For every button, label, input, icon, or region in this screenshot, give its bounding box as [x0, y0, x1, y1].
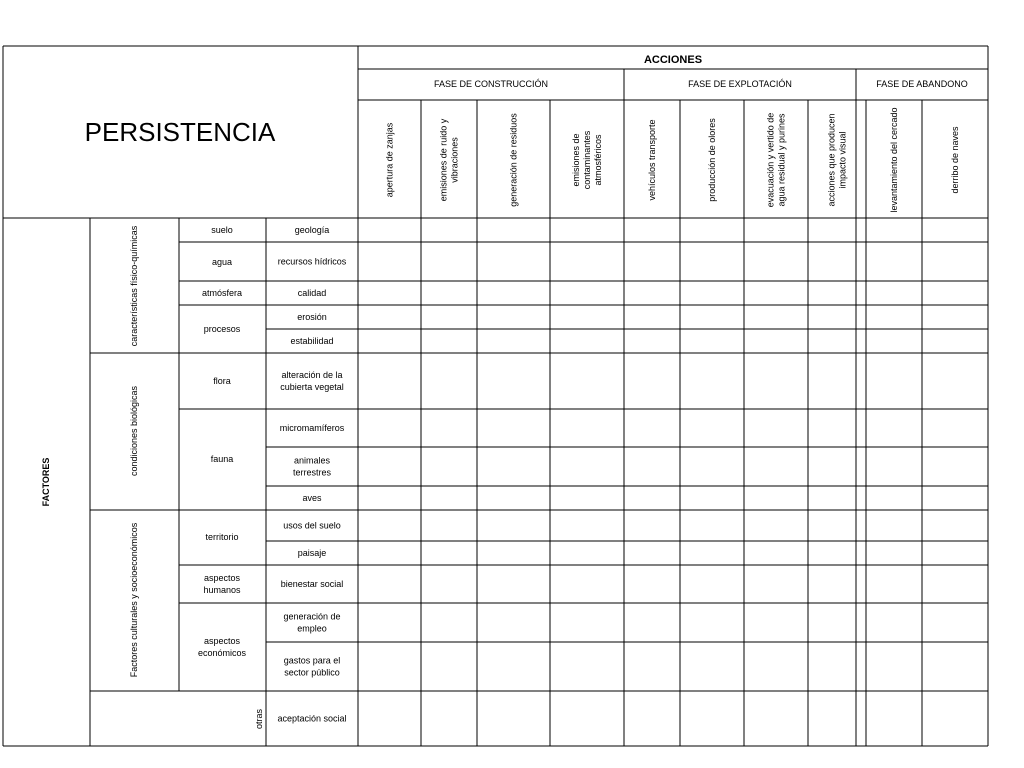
matrix-cell: [422, 243, 476, 280]
matrix-cell: [625, 566, 679, 602]
matrix-cell: [923, 243, 987, 280]
row-label-line: sector público: [284, 667, 340, 678]
matrix-cell: [422, 487, 476, 509]
matrix-cell: [551, 282, 623, 304]
subfactor-label-line: fauna: [210, 454, 234, 464]
matrix-cell: [359, 410, 420, 446]
phase-header: [876, 79, 968, 89]
row-label: [295, 225, 330, 235]
matrix-cell: [551, 330, 623, 352]
row-label-line: animales: [293, 455, 331, 466]
matrix-cell: [422, 542, 476, 564]
matrix-cell: [867, 487, 921, 509]
action-header: [707, 118, 717, 202]
matrix-cell: [867, 542, 921, 564]
subfactor-label: [213, 376, 231, 386]
matrix-cell: [745, 282, 807, 304]
action-header-line: derribo de naves: [950, 126, 960, 194]
phase-header-line: FASE DE ABANDONO: [876, 79, 968, 89]
row-label: [298, 548, 327, 558]
matrix-cell: [809, 330, 865, 352]
matrix-cell: [551, 306, 623, 328]
subfactor-label-line: suelo: [211, 225, 233, 235]
subfactor-label-line: procesos: [203, 324, 241, 334]
row-label: [280, 370, 344, 392]
matrix-cell: [681, 448, 743, 485]
matrix-cell: [359, 219, 420, 241]
subfactor-label-line: flora: [213, 376, 231, 386]
matrix-cell: [681, 410, 743, 446]
action-header-line: agua residual y purines: [776, 113, 787, 207]
matrix-cell: [923, 511, 987, 540]
matrix-cell: [867, 566, 921, 602]
factores-label: [41, 458, 51, 507]
matrix-cell: [923, 219, 987, 241]
subfactor-label: [211, 225, 233, 235]
matrix-cell: [478, 243, 549, 280]
matrix-cell: [745, 511, 807, 540]
matrix-cell: [681, 542, 743, 564]
matrix-cell: [681, 643, 743, 690]
matrix-cell: [625, 448, 679, 485]
matrix-cell: [681, 604, 743, 641]
matrix-cell: [478, 306, 549, 328]
action-header: [439, 118, 460, 201]
row-label-line: empleo: [297, 623, 327, 634]
matrix-cell: [745, 219, 807, 241]
row-label: [298, 288, 327, 298]
matrix-cell: [625, 692, 679, 745]
matrix-cell: [745, 354, 807, 408]
matrix-cell: [551, 410, 623, 446]
matrix-cell: [745, 542, 807, 564]
matrix-cell: [478, 448, 549, 485]
row-label-line: erosión: [297, 312, 327, 322]
row-label: [281, 579, 344, 589]
subfactor-label: [212, 257, 232, 267]
action-header: [647, 119, 657, 200]
matrix-cell: [681, 219, 743, 241]
matrix-cell: [923, 282, 987, 304]
row-label: [283, 521, 341, 531]
action-header: [827, 113, 848, 206]
action-header: [889, 107, 899, 212]
matrix-cell: [923, 354, 987, 408]
matrix-cell: [625, 542, 679, 564]
acciones-header-line: ACCIONES: [643, 54, 703, 66]
subfactor-label-line: humanos: [203, 585, 241, 595]
row-label-line: usos del suelo: [283, 520, 341, 531]
matrix-cell: [422, 306, 476, 328]
matrix-cell: [359, 448, 420, 485]
matrix-cell: [551, 448, 623, 485]
matrix-cell: [681, 330, 743, 352]
row-label: [297, 312, 327, 322]
group-label-line: condiciones biológicas: [129, 385, 139, 477]
row-label: [284, 656, 341, 678]
matrix-cell: [359, 692, 420, 745]
row-label-line: aceptación social: [277, 713, 347, 724]
matrix-cell: [551, 511, 623, 540]
matrix-cell: [359, 243, 420, 280]
subfactor-label: [205, 532, 238, 542]
matrix-cell: [422, 330, 476, 352]
subfactor-label-line: aspectos: [203, 636, 241, 646]
matrix-cell: [745, 692, 807, 745]
group-label: [129, 225, 139, 346]
matrix-cell: [478, 410, 549, 446]
matrix-cell: [478, 330, 549, 352]
matrix-cell: [681, 511, 743, 540]
matrix-cell: [745, 448, 807, 485]
action-header-line: generación de residuos: [508, 113, 519, 207]
matrix-cell: [478, 219, 549, 241]
matrix-cell: [809, 410, 865, 446]
matrix-cell: [625, 643, 679, 690]
matrix-cell: [625, 306, 679, 328]
matrix-cell: [551, 354, 623, 408]
matrix-cell: [681, 243, 743, 280]
action-header: [385, 122, 395, 197]
matrix-cell: [809, 219, 865, 241]
row-label-line: alteración de la: [281, 370, 343, 380]
row-label-line: calidad: [297, 288, 327, 298]
matrix-cell: [809, 511, 865, 540]
row-label-line: generación de: [283, 611, 341, 622]
group-label: [254, 708, 264, 729]
matrix-cell: [478, 487, 549, 509]
row-label-line: gastos para el: [283, 655, 341, 666]
subfactor-label: [204, 324, 241, 334]
phase-header-line: FASE DE CONSTRUCCIÓN: [433, 79, 549, 89]
matrix-cell: [867, 243, 921, 280]
page-title-line: PERSISTENCIA: [84, 117, 276, 147]
matrix-cell: [625, 282, 679, 304]
action-header-line: emisiones de: [571, 133, 581, 187]
matrix-cell: [867, 511, 921, 540]
matrix-cell: [422, 282, 476, 304]
matrix-cell: [359, 643, 420, 690]
matrix-cell: [745, 306, 807, 328]
matrix-cell: [681, 306, 743, 328]
subfactor-label-line: atmósfera: [201, 288, 243, 298]
subfactor-label-line: aspectos: [203, 573, 241, 583]
matrix-cell: [478, 354, 549, 408]
matrix-cell: [867, 306, 921, 328]
row-label: [278, 257, 347, 267]
row-label: [280, 423, 345, 433]
matrix-cell: [478, 604, 549, 641]
matrix-cell: [625, 604, 679, 641]
matrix-cell: [478, 643, 549, 690]
matrix-cell: [625, 330, 679, 352]
matrix-cell: [551, 692, 623, 745]
matrix-cell: [422, 604, 476, 641]
matrix-cell: [923, 410, 987, 446]
matrix-cell: [478, 566, 549, 602]
matrix-cell: [551, 566, 623, 602]
matrix-cell: [551, 604, 623, 641]
subfactor-label-line: agua: [211, 257, 233, 267]
action-header: [950, 126, 960, 194]
matrix-cell: [478, 282, 549, 304]
group-label: [129, 385, 139, 476]
matrix-cell: [359, 604, 420, 641]
matrix-cell: [867, 643, 921, 690]
row-label-line: paisaje: [297, 548, 327, 558]
action-header: [509, 113, 519, 207]
matrix-cell: [809, 542, 865, 564]
action-header-line: producción de olores: [707, 118, 717, 202]
matrix-cell: [625, 410, 679, 446]
matrix-cell: [551, 643, 623, 690]
subfactor-label-line: territorio: [205, 532, 239, 542]
matrix-cell: [625, 354, 679, 408]
row-label: [290, 336, 333, 346]
page-title: [85, 117, 276, 147]
matrix-cell: [809, 604, 865, 641]
matrix-cell: [923, 566, 987, 602]
matrix-cell: [923, 330, 987, 352]
action-header-line: impacto visual: [837, 131, 848, 189]
matrix-cell: [359, 282, 420, 304]
row-label-line: cubierta vegetal: [280, 382, 344, 392]
matrix-cell: [745, 410, 807, 446]
matrix-cell: [551, 542, 623, 564]
matrix-cell: [867, 282, 921, 304]
row-label-line: aves: [302, 493, 322, 503]
matrix-cell: [681, 487, 743, 509]
row-label: [293, 456, 332, 478]
group-label: [129, 522, 139, 677]
matrix-cell: [625, 219, 679, 241]
matrix-cell: [923, 604, 987, 641]
matrix-cell: [809, 448, 865, 485]
matrix-cell: [681, 354, 743, 408]
row-label: [283, 612, 340, 634]
row-label: [302, 493, 322, 503]
matrix-cell: [422, 692, 476, 745]
row-label-line: micromamíferos: [279, 423, 345, 433]
matrix-cell: [745, 643, 807, 690]
matrix-cell: [681, 566, 743, 602]
action-header-line: evacuación y vertido de: [765, 112, 776, 208]
matrix-cell: [809, 306, 865, 328]
matrix-cell: [923, 643, 987, 690]
matrix-cell: [867, 448, 921, 485]
matrix-cell: [681, 692, 743, 745]
matrix-cell: [867, 604, 921, 641]
matrix-cell: [478, 692, 549, 745]
acciones-header: [644, 54, 702, 66]
matrix-cell: [809, 643, 865, 690]
matrix-cell: [478, 511, 549, 540]
matrix-cell: [745, 566, 807, 602]
matrix-cell: [867, 410, 921, 446]
group-label-line: otras: [254, 708, 264, 730]
phase-header: [688, 79, 792, 89]
matrix-cell: [923, 692, 987, 745]
matrix-cell: [745, 487, 807, 509]
subfactor-label: [198, 636, 247, 658]
matrix-cell: [745, 243, 807, 280]
action-header-line: acciones que producen: [826, 113, 837, 207]
action-header-line: apertura de zanjas: [384, 122, 395, 198]
action-header-line: contaminantes: [582, 130, 592, 190]
matrix-cell: [359, 330, 420, 352]
row-label-line: recursos hídricos: [277, 256, 347, 267]
phase-header: [434, 79, 548, 89]
matrix-cell: [359, 354, 420, 408]
matrix-cell: [625, 511, 679, 540]
matrix-cell: [923, 542, 987, 564]
matrix-cell: [745, 604, 807, 641]
matrix-cell: [422, 566, 476, 602]
matrix-cell: [478, 542, 549, 564]
action-header: [571, 130, 603, 189]
matrix-cell: [923, 306, 987, 328]
action-header-line: emisiones de ruido y: [438, 118, 449, 202]
action-header-line: levantamiento del cercado: [889, 107, 899, 213]
matrix-cell: [809, 354, 865, 408]
row-label-line: terrestres: [292, 467, 332, 478]
group-label-line: características físico-químicas: [129, 225, 139, 347]
matrix-cell: [422, 643, 476, 690]
matrix-cell: [359, 487, 420, 509]
action-header-line: vibraciones: [449, 137, 460, 183]
matrix-cell: [422, 448, 476, 485]
matrix-cell: [422, 511, 476, 540]
matrix-cell: [923, 487, 987, 509]
matrix-cell: [422, 354, 476, 408]
matrix-cell: [551, 219, 623, 241]
matrix-cell: [867, 330, 921, 352]
matrix-cell: [923, 448, 987, 485]
row-label: [277, 714, 346, 724]
matrix-cell: [625, 243, 679, 280]
phase-header-line: FASE DE EXPLOTACIÓN: [688, 79, 792, 89]
matrix-cell: [809, 243, 865, 280]
matrix-cell: [359, 306, 420, 328]
row-label-line: geología: [294, 225, 330, 235]
matrix-cell: [867, 219, 921, 241]
subfactor-label: [203, 573, 241, 595]
matrix-cell: [745, 330, 807, 352]
row-label-line: bienestar social: [280, 579, 344, 589]
matrix-cell: [809, 692, 865, 745]
matrix-cell: [359, 542, 420, 564]
group-label-line: Factores culturales y socioeconómicos: [129, 522, 139, 678]
matrix-cell: [809, 566, 865, 602]
matrix-cell: [551, 487, 623, 509]
action-header-line: atmosféricos: [593, 134, 603, 186]
matrix-cell: [422, 219, 476, 241]
factores-label-line: FACTORES: [41, 457, 51, 507]
subfactor-label: [202, 288, 242, 298]
matrix-cell: [625, 487, 679, 509]
matrix-cell: [809, 282, 865, 304]
action-header: [766, 113, 787, 208]
matrix-cell: [551, 243, 623, 280]
matrix-cell: [359, 566, 420, 602]
subfactor-label-line: económicos: [197, 648, 247, 658]
subfactor-label: [211, 454, 234, 464]
action-header-line: vehículos transporte: [647, 119, 657, 201]
matrix-cell: [867, 354, 921, 408]
matrix-cell: [809, 487, 865, 509]
matrix-cell: [867, 692, 921, 745]
row-label-line: estabilidad: [290, 336, 334, 346]
matrix-cell: [359, 511, 420, 540]
matrix-cell: [422, 410, 476, 446]
matrix-cell: [681, 282, 743, 304]
